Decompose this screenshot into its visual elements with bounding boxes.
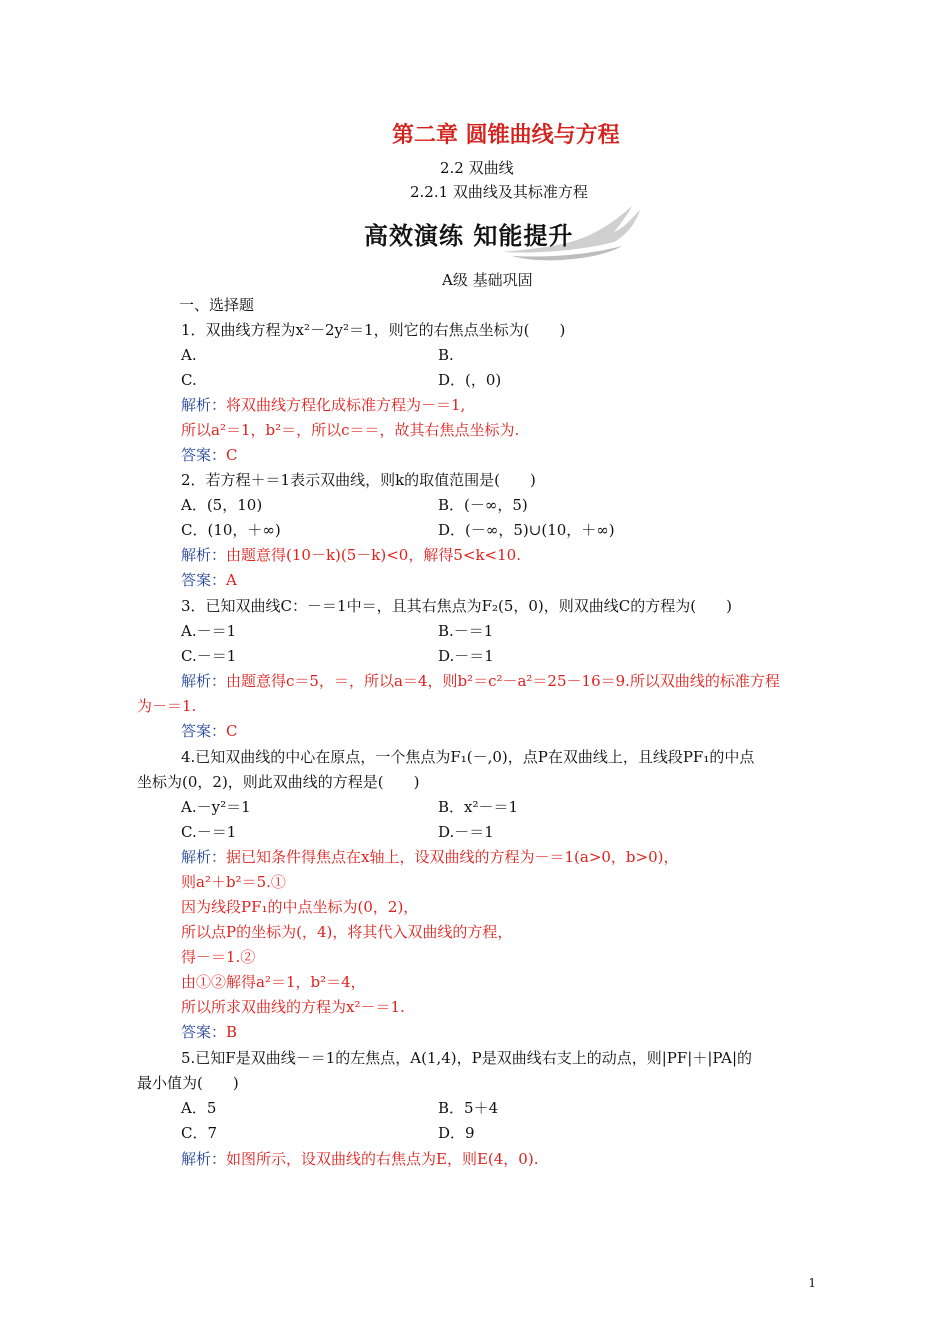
q4-solution-line1: 解析：据已知条件得焦点在x轴上，设双曲线的方程为－＝1(a>0，b>0)， (181, 848, 679, 866)
q1-option-a: A. (181, 346, 197, 364)
q4-stem-line2: 坐标为(0，2)，则此双曲线的方程是( ) (137, 773, 420, 791)
q1-option-d: D．(，0) (438, 371, 502, 389)
q1-option-b: B. (438, 346, 454, 364)
q2-option-d: D．(－∞，5)∪(10，＋∞) (438, 521, 615, 539)
q3-stem: 3．已知双曲线C：－＝1中＝，且其右焦点为F₂(5，0)，则双曲线C的方程为( ) (181, 597, 732, 615)
solution-label: 解析： (181, 848, 227, 866)
q2-answer: 答案：A (181, 571, 237, 589)
banner-text: 高效演练 知能提升 (364, 222, 574, 250)
q4-option-c: C.－＝1 (181, 823, 237, 841)
banner (352, 204, 642, 264)
q3-option-c: C.－＝1 (181, 647, 237, 665)
q4-solution-line4: 所以点P的坐标为(，4)，将其代入双曲线的方程， (181, 923, 513, 941)
q3-option-d: D.－＝1 (438, 647, 494, 665)
q5-solution-line1: 解析：如图所示，设双曲线的右焦点为E，则E(4，0). (181, 1150, 539, 1168)
solution-label: 解析： (181, 546, 227, 564)
page-number: 1 (808, 1276, 816, 1290)
solution-label: 解析： (181, 672, 227, 690)
q4-solution-line5: 得－＝1.② (181, 948, 256, 966)
q4-solution-line6: 由①②解得a²＝1，b²＝4， (181, 973, 366, 991)
q5-option-a: A．5 (181, 1099, 217, 1117)
q3-option-b: B.－＝1 (438, 622, 494, 640)
q1-stem: 1．双曲线方程为x²－2y²＝1，则它的右焦点坐标为( ) (181, 321, 566, 339)
q3-option-a: A.－＝1 (181, 622, 237, 640)
q5-option-d: D．9 (438, 1124, 475, 1142)
answer-label: 答案： (181, 571, 227, 589)
q5-stem-line1: 5.已知F是双曲线－＝1的左焦点，A(1,4)，P是双曲线右支上的动点，则|PF|＋|PA|的 (181, 1049, 753, 1067)
q2-stem: 2．若方程＋＝1表示双曲线，则k的取值范围是( ) (181, 471, 536, 489)
level-heading: A级 基础巩固 (442, 271, 533, 289)
q4-solution-line3: 因为线段PF₁的中点坐标为(0，2)， (181, 898, 419, 916)
q4-answer: 答案：B (181, 1023, 238, 1041)
q1-option-c: C. (181, 371, 197, 389)
q2-option-a: A．(5，10) (181, 496, 263, 514)
q5-option-b: B．5＋4 (438, 1099, 499, 1117)
q4-option-a: A.－y²＝1 (181, 798, 251, 816)
answer-label: 答案： (181, 722, 227, 740)
solution-label: 解析： (181, 1150, 227, 1168)
section-heading: 2.2 双曲线 (440, 159, 514, 177)
q3-answer: 答案：C (181, 722, 238, 740)
q4-stem-line1: 4.已知双曲线的中心在原点，一个焦点为F₁(－,0)，点P在双曲线上，且线段PF₁的中点 (181, 748, 755, 766)
q5-option-c: C．7 (181, 1124, 218, 1142)
q2-option-c: C．(10，＋∞) (181, 521, 281, 539)
q2-solution: 解析：由题意得(10－k)(5－k)<0，解得5<k<10. (181, 546, 521, 564)
q1-solution-line1: 解析：将双曲线方程化成标准方程为－＝1, (181, 396, 466, 414)
q1-solution-line2: 所以a²＝1，b²＝，所以c＝＝，故其右焦点坐标为. (181, 421, 520, 439)
chapter-title: 第二章 圆锥曲线与方程 (392, 123, 620, 148)
q1-answer: 答案：C (181, 446, 238, 464)
q2-option-b: B．(－∞，5) (438, 496, 528, 514)
part-heading: 一、选择题 (179, 296, 255, 314)
q4-solution-line7: 所以所求双曲线的方程为x²－＝1. (181, 998, 405, 1016)
answer-label: 答案： (181, 1023, 227, 1041)
q4-solution-line2: 则a²＋b²＝5.① (181, 873, 286, 891)
subsection-heading: 2.2.1 双曲线及其标准方程 (410, 183, 588, 201)
q4-option-d: D.－＝1 (438, 823, 494, 841)
q3-solution-line1: 解析：由题意得c＝5，＝，所以a＝4，则b²＝c²－a²＝25－16＝9.所以双曲线的标准方程 (181, 672, 780, 690)
q3-solution-line2: 为－＝1. (137, 697, 197, 715)
solution-label: 解析： (181, 396, 227, 414)
q5-stem-line2: 最小值为( ) (137, 1074, 239, 1092)
q4-option-b: B．x²－＝1 (438, 798, 519, 816)
answer-label: 答案： (181, 446, 227, 464)
